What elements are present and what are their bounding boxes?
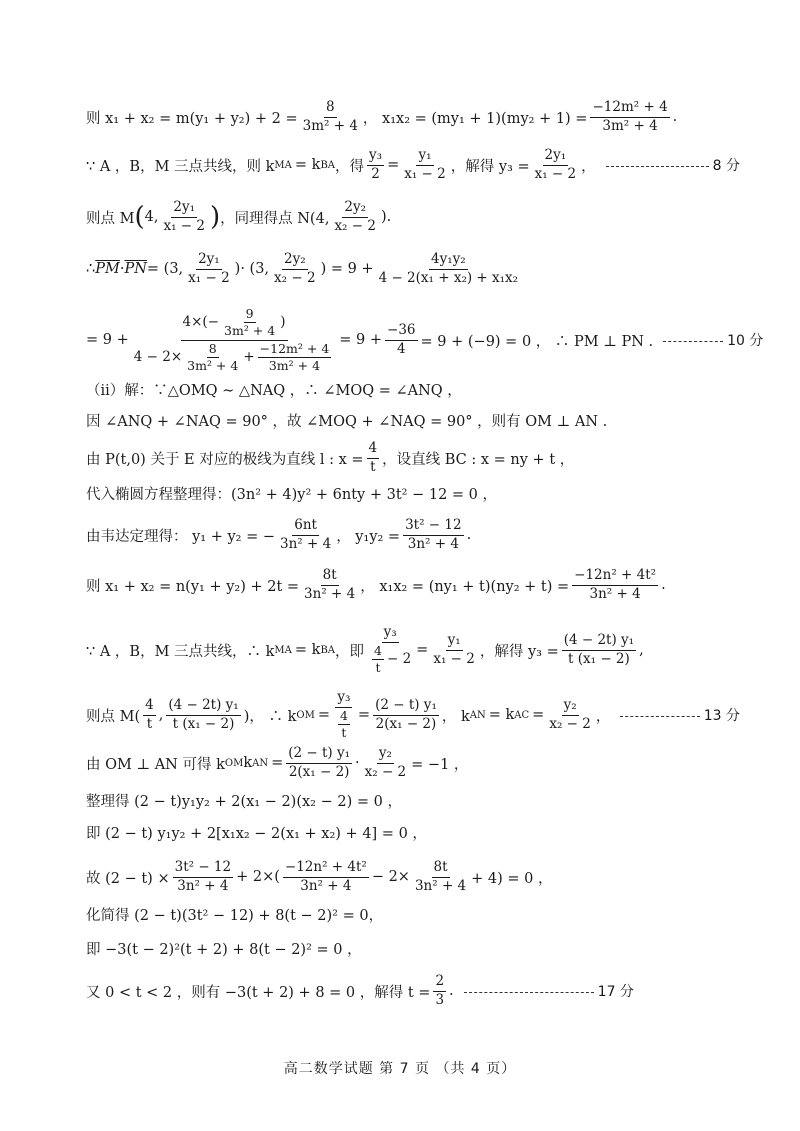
text: =	[271, 755, 284, 772]
den: x₁ − 2	[534, 165, 577, 182]
num: y₁	[446, 633, 463, 651]
den	[367, 643, 413, 676]
line-10	[86, 518, 740, 552]
line-3	[86, 200, 740, 234]
text: =	[532, 707, 545, 724]
text: 4,	[144, 209, 159, 226]
score-leader	[620, 716, 699, 717]
den: 3n² + 4	[177, 877, 229, 894]
text: + 4) = 0 ，	[471, 870, 553, 887]
line-4	[86, 252, 740, 286]
num: y₃	[382, 625, 399, 643]
compound-fraction	[333, 690, 355, 740]
text: 4×(−	[182, 314, 220, 331]
line-16	[86, 822, 740, 843]
line-2	[86, 148, 740, 182]
text: 由 P(t,0) 关于 E 对应的极线为直线 l : x =	[86, 451, 364, 468]
num: −12m² + 4	[258, 342, 332, 358]
den: 3n² + 4	[304, 585, 356, 602]
den: 3m² + 4	[224, 323, 276, 339]
fraction	[590, 100, 669, 134]
num: y₃	[335, 690, 352, 708]
num: 8t	[321, 568, 339, 586]
text: 4 − 2×	[133, 348, 183, 365]
text: ，解得 y₃ =	[450, 158, 530, 175]
fraction	[272, 252, 318, 286]
subscript: OM	[224, 757, 244, 769]
score-mark: 13 分	[703, 708, 740, 725]
subscript: AN	[252, 757, 269, 769]
den: 3n² + 4	[280, 535, 332, 552]
text: = k	[488, 707, 515, 724]
text: 则 x₁ + x₂ = m(y₁ + y₂) + 2 =	[86, 110, 298, 127]
den: 3n² + 4	[407, 535, 459, 552]
line-1	[86, 100, 740, 134]
den: 3m² + 4	[187, 358, 239, 374]
fraction	[278, 518, 333, 552]
text: 即 −3(t − 2)²(t + 2) + 8(t − 2)² = 0 ，	[86, 942, 362, 958]
den: 3m² + 4	[268, 358, 321, 374]
num: 2	[433, 974, 446, 992]
text: =	[416, 642, 429, 659]
fraction	[377, 252, 521, 286]
text: .	[661, 577, 666, 594]
text: =	[317, 707, 330, 724]
den: 4	[396, 340, 406, 357]
subscript: AC	[514, 709, 530, 721]
text: =	[387, 157, 400, 174]
fraction	[185, 342, 240, 374]
num: 8	[324, 100, 337, 118]
text: 代入椭圆方程整理得：(3n² + 4)y² + 6nty + 3t² − 12 = 0 ，	[86, 487, 497, 503]
num: 9	[244, 307, 256, 323]
fraction	[286, 746, 352, 780]
fraction	[431, 633, 477, 667]
fraction	[186, 252, 232, 286]
subscript: MA	[274, 159, 292, 171]
fraction	[372, 644, 384, 676]
num: y₂	[562, 698, 579, 716]
score-mark: 10 分	[727, 333, 764, 350]
compound-fraction	[132, 307, 337, 374]
text: = k	[294, 642, 321, 659]
num: (4 − 2t) y₁	[562, 633, 636, 651]
text: ).	[380, 209, 392, 226]
paren: )	[209, 202, 221, 233]
text: ，同理得点 N(4,	[220, 210, 330, 227]
den: t (x₁ − 2)	[568, 650, 630, 667]
subscript: BA	[320, 644, 336, 656]
line-5	[86, 306, 764, 374]
den	[333, 708, 355, 741]
text: − 2	[386, 650, 412, 667]
line-20	[86, 974, 740, 1008]
line-15	[86, 790, 740, 811]
text: = 9 +	[86, 332, 129, 349]
line-18	[86, 904, 740, 925]
compound-fraction	[367, 625, 413, 675]
line-6	[86, 379, 740, 400]
den: t	[146, 715, 153, 732]
line-11	[86, 568, 740, 602]
fraction	[413, 860, 468, 894]
text: ∴	[86, 261, 96, 278]
den: x₁ − 2	[433, 650, 475, 667]
text: 又 0 < t < 2 ，则有 −3(t + 2) + 8 = 0 ，解得 t =	[86, 984, 431, 1001]
num: 3t² − 12	[403, 518, 464, 536]
num: 8t	[432, 860, 450, 878]
text: ) = 9 +	[320, 261, 374, 278]
text: =	[357, 707, 371, 724]
den: x₁ − 2	[163, 217, 205, 234]
num: 2y₁	[196, 252, 222, 270]
text: ·	[119, 261, 125, 278]
text: ，得	[335, 158, 365, 175]
den: x₂ − 2	[364, 763, 407, 780]
den: 4 − 2(x₁ + x₂) + x₁x₂	[378, 269, 519, 286]
num	[181, 307, 288, 341]
text: ， x₁x₂ = (my₁ + 1)(my₂ + 1) =	[362, 110, 588, 127]
fraction	[166, 698, 240, 732]
num: 4	[338, 709, 350, 725]
den: 2	[371, 165, 380, 182]
fraction	[402, 148, 448, 182]
text: ∵ A ，B，M 三点共线，∴ k	[86, 643, 275, 660]
num: 4	[143, 698, 156, 716]
score-leader	[663, 341, 723, 342]
line-7	[86, 410, 740, 431]
num: 2y₂	[342, 200, 368, 218]
num: −12n² + 4t²	[283, 860, 369, 878]
text: +	[243, 348, 255, 365]
fraction	[161, 200, 207, 234]
fraction	[258, 342, 332, 374]
fraction	[403, 518, 464, 552]
fraction	[367, 441, 380, 475]
text: − 2×	[371, 869, 410, 886]
fraction	[533, 148, 579, 182]
num: −12m² + 4	[590, 100, 669, 118]
text: ，	[581, 158, 596, 175]
paren: (	[134, 202, 145, 233]
fraction	[562, 633, 636, 667]
text: ,	[158, 707, 164, 724]
text: ,	[639, 642, 644, 659]
text: .	[449, 983, 454, 1000]
fraction	[547, 698, 593, 732]
text: 故 (2 − t) ×	[86, 870, 170, 887]
line-14	[86, 746, 740, 780]
num: y₂	[377, 746, 394, 764]
text: ·	[355, 755, 360, 772]
num: 2y₁	[543, 148, 569, 166]
den: x₂ − 2	[274, 269, 316, 286]
vector-pm: $\overline{PM}$	[95, 261, 120, 278]
line-9	[86, 483, 740, 504]
fraction	[332, 200, 378, 234]
num: y₁	[416, 148, 433, 166]
den: t (x₁ − 2)	[172, 715, 235, 732]
text: 因 ∠ANQ + ∠NAQ = 90° ，故 ∠MOQ + ∠NAQ = 90° ，则有 OM ⊥ AN .	[86, 414, 608, 430]
page-footer: 高二数学试题 第 7 页 （共 4 页）	[283, 1061, 517, 1077]
den: x₁ − 2	[188, 269, 230, 286]
fraction	[385, 323, 418, 357]
line-17	[86, 860, 740, 894]
den: 3	[435, 991, 445, 1008]
den: 3n² + 4	[414, 877, 467, 894]
text: )， ∴ k	[243, 708, 297, 725]
text: .	[466, 527, 472, 544]
num: −12n² + 4t²	[572, 568, 658, 586]
den: t	[341, 724, 347, 740]
text: .	[672, 109, 678, 126]
fraction	[367, 148, 384, 182]
fraction	[222, 307, 277, 339]
num: 2y₁	[171, 200, 197, 218]
line-19	[86, 938, 740, 959]
fraction	[572, 568, 658, 602]
text: = 9 +	[339, 332, 383, 349]
num: (4 − 2t) y₁	[166, 698, 240, 716]
text: ，解得 y₃ =	[479, 643, 559, 660]
text: + 2×(	[236, 869, 280, 886]
fraction	[173, 860, 234, 894]
num: 6nt	[292, 518, 319, 536]
fraction	[283, 860, 369, 894]
score-mark: 8 分	[712, 158, 740, 175]
text: = k	[294, 157, 321, 174]
score-leader	[606, 166, 709, 167]
den: 2(x₁ − 2)	[288, 763, 350, 780]
text: )· (3,	[234, 261, 270, 278]
text: 即 (2 − t) y₁y₂ + 2[x₁x₂ − 2(x₁ + x₂) + 4] = 0 ，	[86, 826, 427, 842]
den: 2(x₁ − 2)	[375, 715, 437, 732]
subscript: BA	[320, 159, 336, 171]
den: x₂ − 2	[334, 217, 376, 234]
text: ，	[595, 708, 611, 725]
text: ， k	[441, 708, 470, 725]
den: x₁ − 2	[404, 165, 446, 182]
text: 由韦达定理得： y₁ + y₂ = −	[86, 528, 276, 545]
text: = (3,	[146, 261, 184, 278]
score-leader	[464, 992, 594, 993]
text: 则点 M	[86, 210, 135, 227]
text: 由 OM ⊥ AN 可得 k	[86, 756, 225, 773]
den: 3n² + 4	[300, 877, 352, 894]
num: 2y₂	[282, 252, 308, 270]
num: 8	[207, 342, 219, 358]
text: （ii）解：∵△OMQ ∼ △NAQ ，∴ ∠MOQ = ∠ANQ ，	[86, 383, 462, 399]
vector-pn: $\overline{PN}$	[124, 261, 147, 278]
den: t	[375, 659, 381, 675]
den: t	[370, 458, 376, 475]
num: 3t² − 12	[173, 860, 234, 878]
text: ，设直线 BC : x = ny + t ，	[382, 451, 575, 468]
subscript: OM	[296, 709, 315, 721]
num: (2 − t) y₁	[286, 746, 352, 764]
subscript: MA	[274, 644, 292, 656]
num: −36	[385, 323, 418, 341]
text: )	[280, 314, 286, 331]
fraction	[363, 746, 409, 780]
fraction	[338, 709, 350, 741]
num: y₃	[367, 148, 384, 166]
text: k	[243, 755, 253, 772]
score-mark: 17 分	[597, 984, 634, 1001]
text: = 9 + (−9) = 0 ， ∴ PM ⊥ PN .	[420, 333, 654, 350]
den: 3n² + 4	[589, 585, 641, 602]
den: 3m² + 4	[602, 117, 658, 134]
text: ，即	[335, 643, 365, 660]
fraction	[433, 974, 446, 1008]
fraction	[143, 698, 156, 732]
den: 3m² + 4	[302, 117, 358, 134]
text: ， x₁x₂ = (ny₁ + t)(ny₂ + t) =	[360, 578, 570, 595]
text: 整理得 (2 − t)y₁y₂ + 2(x₁ − 2)(x₂ − 2) = 0 ，	[86, 794, 402, 810]
den: x₂ − 2	[549, 715, 591, 732]
text: = −1 ，	[411, 756, 469, 773]
text: ， y₁y₂ =	[336, 528, 401, 545]
fraction	[302, 568, 357, 602]
line-12	[86, 625, 740, 675]
num: 4	[367, 441, 380, 459]
fraction	[373, 698, 439, 732]
text: 则 x₁ + x₂ = n(y₁ + y₂) + 2t =	[86, 578, 300, 595]
num: 4y₁y₂	[429, 252, 468, 270]
text: ∵ A ，B，M 三点共线，则 k	[86, 158, 275, 175]
num: (2 − t) y₁	[373, 698, 439, 716]
fraction	[301, 100, 360, 134]
den	[132, 341, 337, 374]
line-13	[86, 690, 740, 740]
subscript: AN	[469, 709, 486, 721]
text: 化简得 (2 − t)(3t² − 12) + 8(t − 2)² = 0，	[86, 908, 384, 924]
line-8	[86, 441, 740, 475]
text: 则点 M(	[86, 708, 141, 725]
num: 4	[372, 644, 384, 660]
